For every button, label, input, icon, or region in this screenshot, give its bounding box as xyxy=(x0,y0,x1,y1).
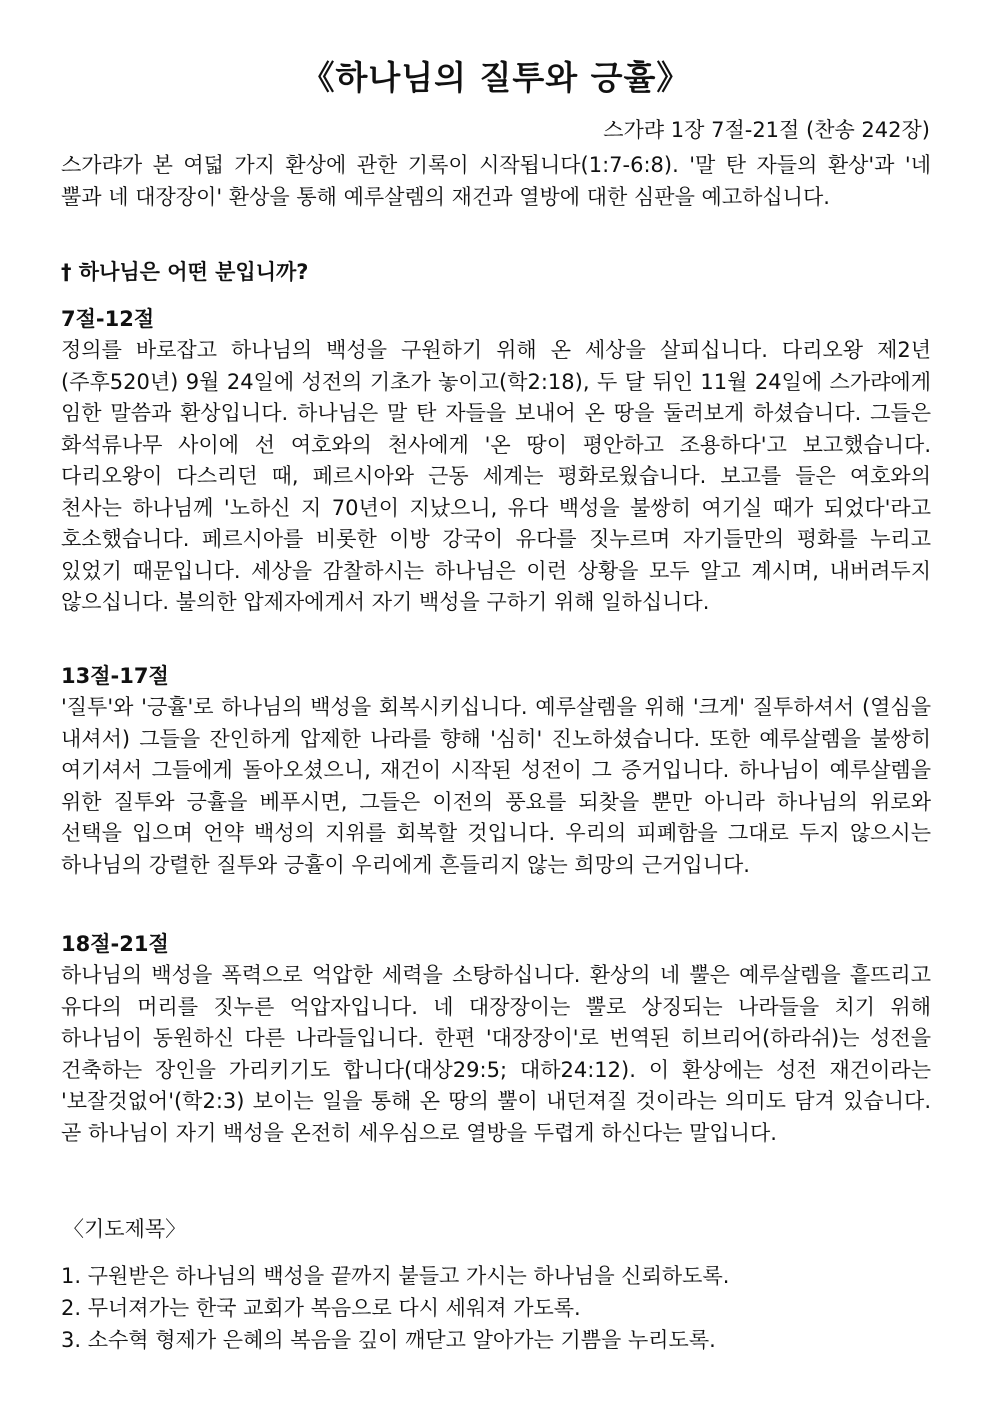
prayer-item: 1. 구원받은 하나님의 백성을 끝까지 붙들고 가시는 하나님을 신뢰하도록. xyxy=(61,1264,730,1288)
section-2-title: 13절-17절 xyxy=(61,664,169,688)
intro-paragraph: 스가랴가 본 여덟 가지 환상에 관한 기록이 시작됩니다(1:7-6:8). '말 탄 자들의 환상'과 '네 뿔과 네 대장장이' 환상을 통해 예루살렘의 재건과 열방에 대한 심판을 예고하십니다. xyxy=(61,153,931,209)
prayer-list xyxy=(61,1260,729,1356)
prayer-item: 3. 소수혁 형제가 은혜의 복음을 깊이 깨닫고 알아가는 기쁨을 누리도록. xyxy=(61,1328,716,1352)
prayer-item: 2. 무너져가는 한국 교회가 복음으로 다시 세워져 가도록. xyxy=(61,1296,581,1320)
prayer-title: 〈기도제목〉 xyxy=(63,1217,187,1241)
section-3-text: 하나님의 백성을 폭력으로 억압한 세력을 소탕하십니다. 환상의 네 뿔은 예루살렘을 흩뜨리고 유다의 머리를 짓누른 억압자입니다. 네 대장장이는 뿔로 상징되는 나라들을 치기 위해 하나님이 동원하신 다른 나라들입니다. 한편 '대장장이'로 번역된 히브리어(하라쉬)는 성전을 건축하는 장인을 가리키기도 합니다(대상29:5; 대하24:12). 이 환상에는 성전 재건이라는 '보잘것없어'(학2:3) 보이는 일을 통해 온 땅의 뿔이 내던져질 것이라는 의미도 담겨 있습니다. 곧 하나님이 자기 백성을 온전히 세우심으로 열방을 두렵게 하신다는 말입니다. xyxy=(61,963,931,1145)
section-2-text: '질투'와 '긍휼'로 하나님의 백성을 회복시키십니다. 예루살렘을 위해 '크게' 질투하셔서 (열심을 내셔서) 그들을 잔인하게 압제한 나라를 향해 '심히' 진노하셨습니다. 또한 예루살렘을 불쌍히 여기셔서 그들에게 돌아오셨으니, 재건이 시작된 성전이 그 증거입니다. 하나님이 예루살렘을 위한 질투와 긍휼을 베푸시면, 그들은 이전의 풍요를 되찾을 뿐만 아니라 하나님의 위로와 선택을 입으며 언약 백성의 지위를 회복할 것입니다. 우리의 피폐함을 그대로 두지 않으시는 하나님의 강렬한 질투와 긍휼이 우리에게 흔들리지 않는 희망의 근거입니다. xyxy=(61,695,931,877)
scripture-reference: 스가랴 1장 7절-21절 (찬송 242장) xyxy=(603,118,930,142)
page-title: 《하나님의 질투와 긍휼》 xyxy=(301,58,691,97)
section-heading: † 하나님은 어떤 분입니까? xyxy=(61,260,309,284)
section-3-title: 18절-21절 xyxy=(61,932,169,956)
section-1-title: 7절-12절 xyxy=(61,307,155,331)
section-1-text: 정의를 바로잡고 하나님의 백성을 구원하기 위해 온 세상을 살피십니다. 다리오왕 제2년 (주후520년) 9월 24일에 성전의 기초가 놓이고(학2:18), 두 달 뒤인 11월 24일에 스가랴에게 임한 말씀과 환상입니다. 하나님은 말 탄 자들을 보내어 온 땅을 둘러보게 하셨습니다. 그들은 화석류나무 사이에 선 여호와의 천사에게 '온 땅이 평안하고 조용하다'고 보고했습니다. 다리오왕이 다스리던 때, 페르시아와 근동 세계는 평화로웠습니다. 보고를 들은 여호와의 천사는 하나님께 '노하신 지 70년이 지났으니, 유다 백성을 불쌍히 여기실 때가 되었다'라고 호소했습니다. 페르시아를 비롯한 이방 강국이 유다를 짓누르며 자기들만의 평화를 누리고 있었기 때문입니다. 세상을 감찰하시는 하나님은 이런 상황을 모두 알고 계시며, 내버려두지 않으십니다. 불의한 압제자에게서 자기 백성을 구하기 위해 일하십니다. xyxy=(61,338,931,614)
